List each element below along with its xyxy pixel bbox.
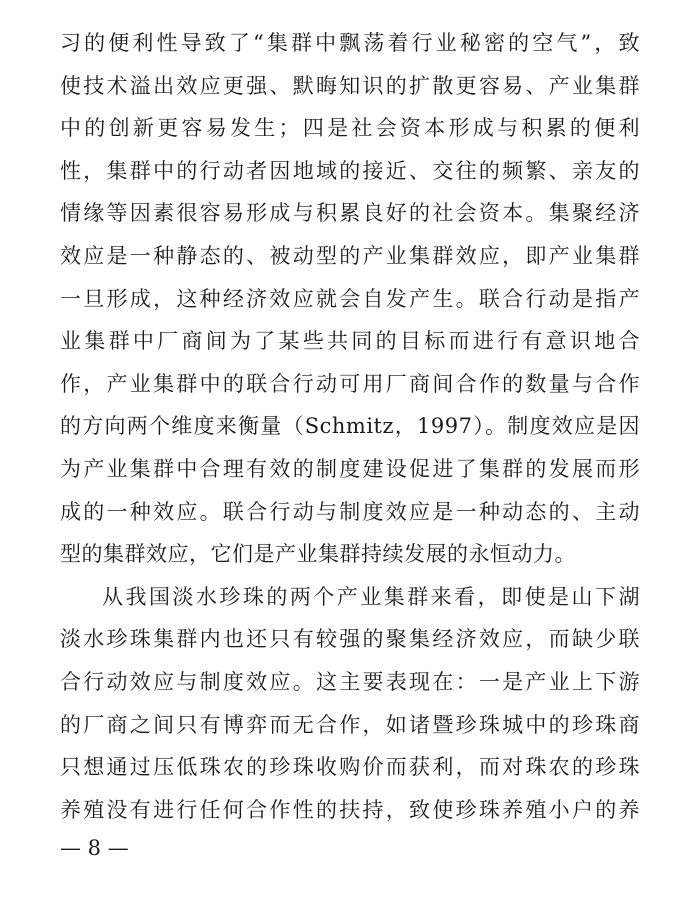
text-line: 成的一种效应。联合行动与制度效应是一种动态的、主动 [60, 499, 640, 524]
text-line: 型的集群效应，它们是产业集群持续发展的永恒动力。 [60, 542, 576, 567]
text-line: 情缘等因素很容易形成与积累良好的社会资本。集聚经济 [60, 201, 640, 226]
text-line: 作，产业集群中的联合行动可用厂商间合作的数量与合作 [60, 371, 640, 396]
text-line: 使技术溢出效应更强、默晦知识的扩散更容易、产业集群 [60, 73, 640, 98]
text-line: 习的便利性导致了“集群中飘荡着行业秘密的空气”，致 [60, 31, 640, 55]
text-line: 的厂商之间只有博弈而无合作，如诸暨珍珠城中的珍珠商 [60, 712, 640, 737]
page-number: — 8 — [60, 836, 129, 861]
text-line: 养殖没有进行任何合作性的扶持，致使珍珠养殖小户的养 [60, 797, 640, 822]
text-line: 合行动效应与制度效应。这主要表现在：一是产业上下游 [60, 670, 640, 694]
text-line: 效应是一种静态的、被动型的产业集群效应，即产业集群 [60, 244, 640, 268]
text-line: 淡水珍珠集群内也还只有较强的聚集经济效应，而缺少联 [60, 627, 640, 652]
text-line: 的方向两个维度来衡量（Schmitz，1997）。制度效应是因 [60, 414, 640, 439]
text-line: 业集群中厂商间为了某些共同的目标而进行有意识地合 [60, 329, 640, 354]
text-line: 只想通过压低珠农的珍珠收购价而获利，而对珠农的珍珠 [60, 755, 640, 780]
text-line-indented: 从我国淡水珍珠的两个产业集群来看，即使是山下湖 [102, 584, 640, 609]
text-line: 一旦形成，这种经济效应就会自发产生。联合行动是指产 [60, 286, 640, 311]
text-line: 性，集群中的行动者因地域的接近、交往的频繁、亲友的 [60, 158, 640, 183]
text-line: 为产业集群中合理有效的制度建设促进了集群的发展而形 [60, 457, 640, 481]
text-line: 中的创新更容易发生；四是社会资本形成与积累的便利 [60, 116, 640, 141]
